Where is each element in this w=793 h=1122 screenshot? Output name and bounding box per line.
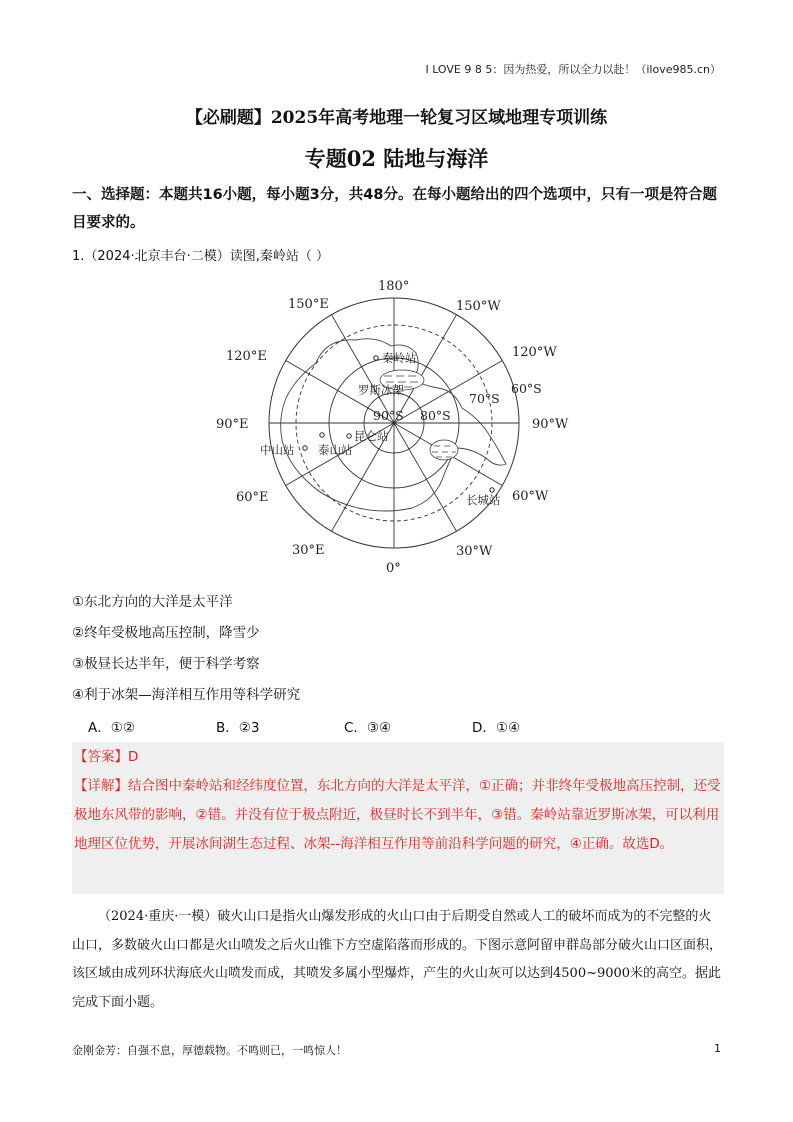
weddell-ice-shelf-hatch — [430, 440, 458, 460]
ross-ice-shelf-label: 罗斯冰架 — [358, 383, 404, 397]
lon-90e-label: 90°E — [216, 417, 249, 432]
lat-70s-label: 70°S — [469, 391, 500, 406]
lon-120w-label: 120°W — [512, 345, 557, 360]
statement-4: ④利于冰架—海洋相互作用等科学研究 — [72, 687, 301, 703]
question-stem: 1.（2024·北京丰台·二模）读图,秦岭站（ ） — [72, 249, 330, 264]
statement-1: ①东北方向的大洋是太平洋 — [72, 594, 233, 610]
answer-line: 【答案】D — [74, 749, 139, 765]
lon-180-label: 180° — [378, 279, 410, 294]
kunlun-station-marker — [347, 434, 351, 438]
topic-title: 专题02 陆地与海洋 — [304, 146, 489, 171]
choice-d[interactable]: D．①④ — [472, 720, 521, 736]
antarctica-polar-map — [216, 268, 576, 578]
lat-80s-label: 80°S — [420, 408, 451, 423]
lon-30e-label: 30°E — [292, 543, 325, 558]
lon-30w-label: 30°W — [456, 544, 493, 559]
choice-b[interactable]: B．②3 — [216, 720, 260, 736]
answer-detail: 【详解】结合图中秦岭站和经纬度位置，东北方向的大洋是太平洋，①正确；并非终年受极地高压控制，还受极地东风带的影响，②错。并没有位于极点附近，极昼时长不到半年，③错。秦岭站靠近罗斯冰架，可以利用地理区位优势，开展冰间湖生态过程、冰架--海洋相互作用等前沿科学问题的研究，④正确。故选D。 — [74, 778, 721, 852]
page-number: 1 — [714, 1042, 721, 1055]
lon-60e-label: 60°E — [236, 490, 269, 505]
document-title: 【必刷题】2025年高考地理一轮复习区域地理专项训练 — [185, 108, 608, 128]
lon-90w-label: 90°W — [532, 417, 569, 432]
choice-a[interactable]: A．①② — [88, 720, 135, 736]
lon-150e-label: 150°E — [288, 297, 329, 312]
changcheng-station-label: 长城站 — [466, 493, 501, 507]
lon-60w-label: 60°W — [512, 489, 549, 504]
lon-0-label: 0° — [386, 561, 401, 576]
header-note: I LOVE 9 8 5：因为热爱，所以全力以赴！（ilove985.cn） — [425, 63, 721, 76]
section-instructions: 一、选择题：本题共16小题，每小题3分，共48分。在每小题给出的四个选项中，只有一项是符合题目要求的。 — [72, 187, 717, 231]
lat-60s-label: 60°S — [511, 381, 542, 396]
changcheng-station-marker — [490, 488, 494, 492]
lon-120e-label: 120°E — [226, 349, 267, 364]
qinling-station-marker — [374, 356, 378, 360]
zhongshan-station-label: 中山站 — [260, 443, 295, 457]
choice-c[interactable]: C．③④ — [344, 720, 392, 736]
statement-2: ②终年受极地高压控制，降雪少 — [72, 625, 260, 641]
kunlun-station-label: 昆仑站 — [354, 429, 389, 443]
taishan-station-marker — [320, 433, 324, 437]
lon-150w-label: 150°W — [456, 299, 501, 314]
statement-3: ③极昼长达半年，便于科学考察 — [72, 656, 260, 672]
lat-90s-label: 90°S — [373, 408, 404, 423]
footer-motto: 金刚金芳：自强不息，厚德载物。不鸣则已，一鸣惊人！ — [72, 1044, 347, 1057]
reading-passage — [72, 903, 724, 1017]
zhongshan-station-marker — [303, 446, 307, 450]
answer-choices — [88, 716, 608, 736]
taishan-station-label: 泰山站 — [318, 443, 353, 457]
passage-text: （2024·重庆·一模）破火山口是指火山爆发形成的火山口由于后期受自然或人工的破坏而成为的不完整的火山口，多数破火山口都是火山喷发之后火山锥下方空虚陷落而形成的。下图示意阿留申群岛部分破火山口区面积，该区域由成列环状海底火山喷发而成，其喷发多属小型爆炸，产生的火山灰可以达到4500~9000米的高空。据此完成下面小题。 — [72, 909, 723, 1010]
qinling-station-label: 秦岭站 — [382, 351, 417, 365]
